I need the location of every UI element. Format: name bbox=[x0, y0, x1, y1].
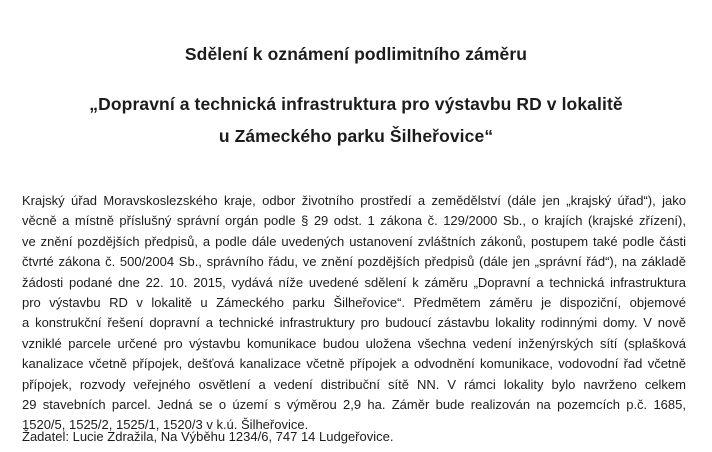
body-line: věcně a místně příslušný správní orgán podle § 29 odst. 1 zákona č. 129/2000 Sb., o krajích (krajské zřízení), bbox=[22, 213, 686, 229]
project-title-line-2: u Zámeckého parku Šilheřovice“ bbox=[218, 126, 494, 146]
project-title-line-1: „Dopravní a technická infrastruktura pro výstavbu RD v lokalitě bbox=[89, 94, 623, 114]
body-line: vzniklé parcele určené pro výstavbu komunikace budou uložena všechna vedení inženýrských sítí (splašková bbox=[22, 335, 686, 351]
body-line: ve znění pozdějších předpisů, a podle dále uvedených ustanovení zvláštních zákonů, postupem také podle části bbox=[22, 233, 686, 249]
body-paragraph bbox=[22, 191, 686, 436]
body-line: čtvrté zákona č. 500/2004 Sb., správního řádu, ve znění pozdějších předpisů (dále jen „správní řád“), na základě bbox=[22, 254, 686, 270]
applicant-line bbox=[22, 427, 686, 447]
body-line: přípojek, rozvody veřejného osvětlení a vedení distribuční sítě NN. V rámci lokality bylo navrženo celkem bbox=[22, 376, 686, 392]
body-line: 29 stavebních parcel. Jedná se o území s výměrou 2,9 ha. Záměr bude realizován na pozemcích p.č. 1685, bbox=[22, 396, 686, 412]
body-line: kanalizace včetně přípojek, dešťová kanalizace včetně přípojek a odvodnění komunikace, vodovodní řad včetně bbox=[22, 356, 686, 372]
body-line: žádosti podané dne 22. 10. 2015, vydává níže uvedené sdělení k záměru „Dopravní a technická infrastruktura bbox=[22, 274, 686, 290]
body-line: 1520/5, 1525/2, 1525/1, 1520/3 v k.ú. Šilheřovice. bbox=[22, 417, 309, 433]
applicant-text: Žadatel: Lucie Zdražila, Na Výběhu 1234/6, 747 14 Ludgeřovice. bbox=[22, 429, 394, 444]
body-line: Krajský úřad Moravskoslezského kraje, odbor životního prostředí a zemědělství (dále jen „krajský úřad“), jako bbox=[22, 193, 686, 208]
body-line: pro výstavbu RD v lokalitě u Zámeckého parku Šilheřovice“. Předmětem záměru je dispoziční, objemové bbox=[22, 294, 686, 310]
document-heading: Sdělení k oznámení podlimitního záměru bbox=[184, 44, 528, 64]
body-line: a konstrukční řešení dopravní a technické infrastruktury pro budoucí zástavbu lokality rodinnými domy. V nově bbox=[22, 315, 686, 331]
